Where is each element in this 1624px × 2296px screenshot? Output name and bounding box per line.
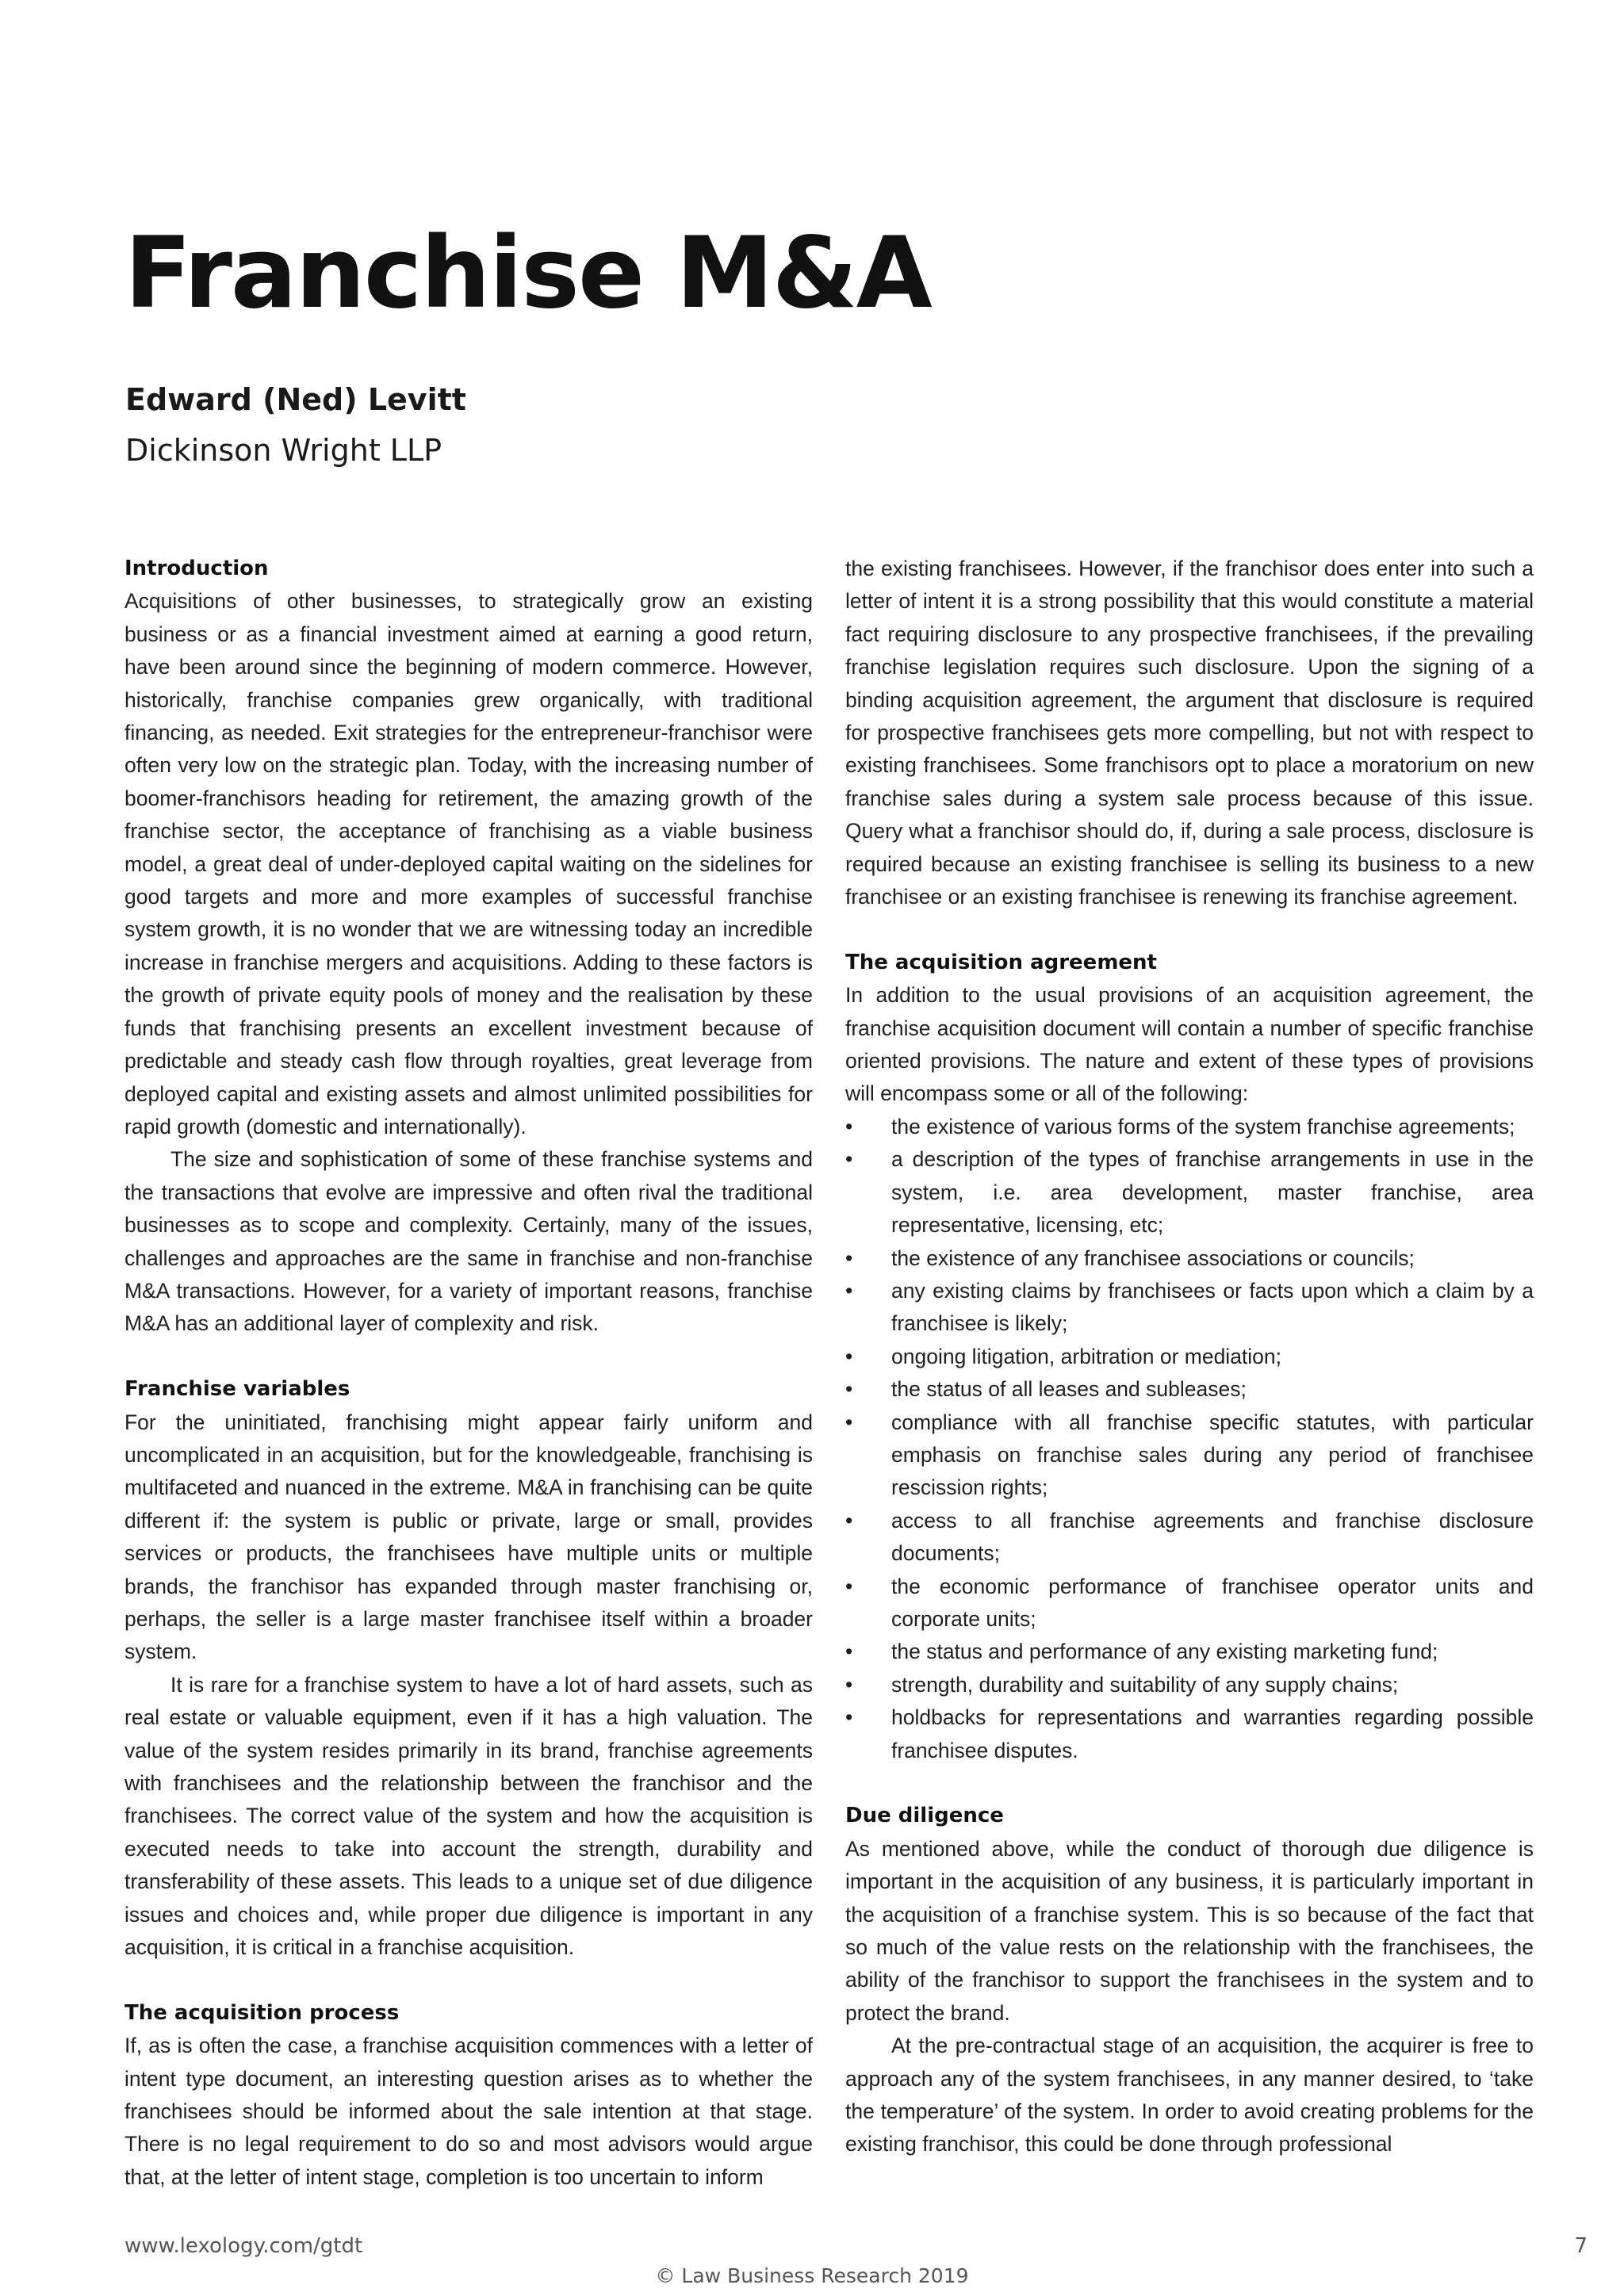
bullet-text: the status and performance of any existing marketing fund; <box>891 1640 1438 1664</box>
bullet-text: the economic performance of franchisee operator units and corporate units; <box>891 1574 1534 1631</box>
bullet-item <box>845 1341 1534 1373</box>
bullet-text: any existing claims by franchisees or facts upon which a claim by a franchisee is likely; <box>891 1278 1534 1336</box>
bullet-icon: • <box>845 1410 853 1434</box>
paragraph: In addition to the usual provisions of an acquisition agreement, the franchise acquisition document will contain a number of specific franchise oriented provisions. The nature and extent of these types of provisions will encompass some or all of the following: <box>845 983 1534 1106</box>
section-heading-acquisition-agreement: The acquisition agreement <box>845 950 1157 974</box>
bullet-item <box>845 1636 1534 1668</box>
left-column <box>124 553 813 2194</box>
paragraph: the existing franchisees. However, if the franchisor does enter into such a letter of intent it is a strong possibility that this would constitute a material fact requiring disclosure to any prospective franchisees, if the prevailing franchise legislation requires such disclosure. Upon the signing of a binding acquisition agreement, the argument that disclosure is required for prospective franchisees gets more compelling, but not with respect to existing franchisees. Some franchisors opt to place a moratorium on new franchise sales during a system sale process because of this issue. Query what a franchisor should do, if, during a sale process, disclosure is required because an existing franchisee is selling its business to a new franchisee or an existing franchisee is renewing its franchise agreement. <box>845 557 1534 909</box>
bullet-icon: • <box>845 1377 853 1402</box>
author-block <box>125 381 466 469</box>
paragraph: The size and sophistication of some of these franchise systems and the transactions that evolve are impressive and often rival the traditional businesses as to scope and complexity. Certainly, many of the issues, challenges and approaches are the same in franchise and non-franchise M&A transactions. However, for a variety of important reasons, franchise M&A has an additional layer of complexity and risk. <box>124 1147 813 1336</box>
bullet-item <box>845 1505 1534 1571</box>
author-firm: Dickinson Wright LLP <box>125 433 442 468</box>
bullet-icon: • <box>845 1705 853 1730</box>
copyright-notice: © Law Business Research 2019 <box>655 2264 969 2287</box>
footer-url[interactable]: www.lexology.com/gtdt <box>124 2234 363 2258</box>
bullet-text: the status of all leases and subleases; <box>891 1377 1247 1402</box>
section-heading-introduction: Introduction <box>124 557 269 580</box>
bullet-item <box>845 1701 1534 1767</box>
page-title: Franchise M&A <box>124 216 931 331</box>
bullet-item <box>845 1143 1534 1242</box>
page-number: 7 <box>1574 2234 1588 2258</box>
bullet-text: access to all franchise agreements and franchise disclosure documents; <box>891 1508 1534 1566</box>
author-name: Edward (Ned) Levitt <box>125 382 466 417</box>
bullet-text: the existence of various forms of the system franchise agreements; <box>891 1114 1515 1138</box>
bullet-icon: • <box>845 1574 853 1598</box>
paragraph: If, as is often the case, a franchise acquisition commences with a letter of intent type document, an interesting question arises as to whether the franchisees should be informed about the sale intention at that stage. There is no legal requirement to do so and most advisors would argue that, at the letter of intent stage, completion is too uncertain to inform <box>124 2034 813 2189</box>
paragraph: It is rare for a franchise system to have a lot of hard assets, such as real estate or valuable equipment, even if it has a high valuation. The value of the system resides primarily in its brand, franchise agreements with franchisees and the relationship between the franchisor and the franchisees. The correct value of the system and how the acquisition is executed needs to take into account the strength, durability and transferability of these assets. This leads to a unique set of due diligence issues and choices and, while proper due diligence is important in any acquisition, it is critical in a franchise acquisition. <box>124 1672 813 1960</box>
section-heading-due-diligence: Due diligence <box>845 1804 1004 1828</box>
bullet-text: holdbacks for representations and warranties regarding possible franchisee disputes. <box>891 1705 1534 1762</box>
bullet-text: a description of the types of franchise arrangements in use in the system, i.e. area development, master franchise, area representative, licensing, etc; <box>891 1147 1534 1238</box>
bullet-icon: • <box>845 1672 853 1697</box>
bullet-item <box>845 1406 1534 1505</box>
bullet-list <box>845 1111 1534 1767</box>
bullet-icon: • <box>845 1508 853 1533</box>
bullet-text: compliance with all franchise specific statutes, with particular emphasis on franchise sales during any period of franchisee rescission rights; <box>891 1410 1534 1500</box>
bullet-text: the existence of any franchisee associations or councils; <box>891 1246 1415 1270</box>
bullet-item <box>845 1242 1534 1275</box>
paragraph: At the pre-contractual stage of an acquisition, the acquirer is free to approach any of the system franchisees, in any manner desired, to ‘take the temperature’ of the system. In order to avoid creating problems for the existing franchisor, this could be done through professional <box>845 2034 1534 2156</box>
bullet-item <box>845 1111 1534 1143</box>
section-heading-acquisition-process: The acquisition process <box>124 2000 400 2025</box>
section-heading-franchise-variables: Franchise variables <box>124 1377 350 1402</box>
bullet-item <box>845 1571 1534 1636</box>
bullet-item <box>845 1373 1534 1406</box>
paragraph: For the uninitiated, franchising might appear fairly uniform and uncomplicated in an acquisition, but for the knowledgeable, franchising is multifaceted and nuanced in the extreme. M&A in franchising can be quite different if: the system is public or private, large or small, provides services or products, the franchisees have multiple units or multiple brands, the franchisor has expanded through master franchising or, perhaps, the seller is a large master franchisee itself within a broader system. <box>124 1410 813 1664</box>
bullet-item <box>845 1275 1534 1341</box>
bullet-icon: • <box>845 1246 853 1270</box>
right-column <box>845 553 1534 2161</box>
bullet-text: strength, durability and suitability of any supply chains; <box>891 1672 1399 1697</box>
paragraph: As mentioned above, while the conduct of thorough due diligence is important in the acquisition of any business, it is particularly important in the acquisition of a franchise system. This is so because of the fact that so much of the value rests on the relationship with the franchisees, the ability of the franchisor to support the franchisees in the system and to protect the brand. <box>845 1836 1534 2025</box>
bullet-text: ongoing litigation, arbitration or mediation; <box>891 1344 1282 1368</box>
bullet-icon: • <box>845 1114 853 1138</box>
bullet-icon: • <box>845 1640 853 1664</box>
bullet-item <box>845 1669 1534 1701</box>
bullet-icon: • <box>845 1278 853 1303</box>
paragraph: Acquisitions of other businesses, to strategically grow an existing business or as a financial investment aimed at earning a good return, have been around since the beginning of modern commerce. However, historically, franchise companies grew organically, with traditional financing, as needed. Exit strategies for the entrepreneur-franchisor were often very low on the strategic plan. Today, with the increasing number of boomer-franchisors heading for retirement, the amazing growth of the franchise sector, the acceptance of franchising as a viable business model, a great deal of under-deployed capital waiting on the sidelines for good targets and more and more examples of successful franchise system growth, it is no wonder that we are witnessing today an incredible increase in franchise mergers and acquisitions. Adding to these factors is the growth of private equity pools of money and the realisation by these funds that franchising presents an excellent investment because of predictable and steady cash flow through royalties, great leverage from deployed capital and existing assets and almost unlimited possibilities for rapid growth (domestic and internationally). <box>124 589 813 1138</box>
bullet-icon: • <box>845 1147 853 1172</box>
bullet-icon: • <box>845 1344 853 1368</box>
